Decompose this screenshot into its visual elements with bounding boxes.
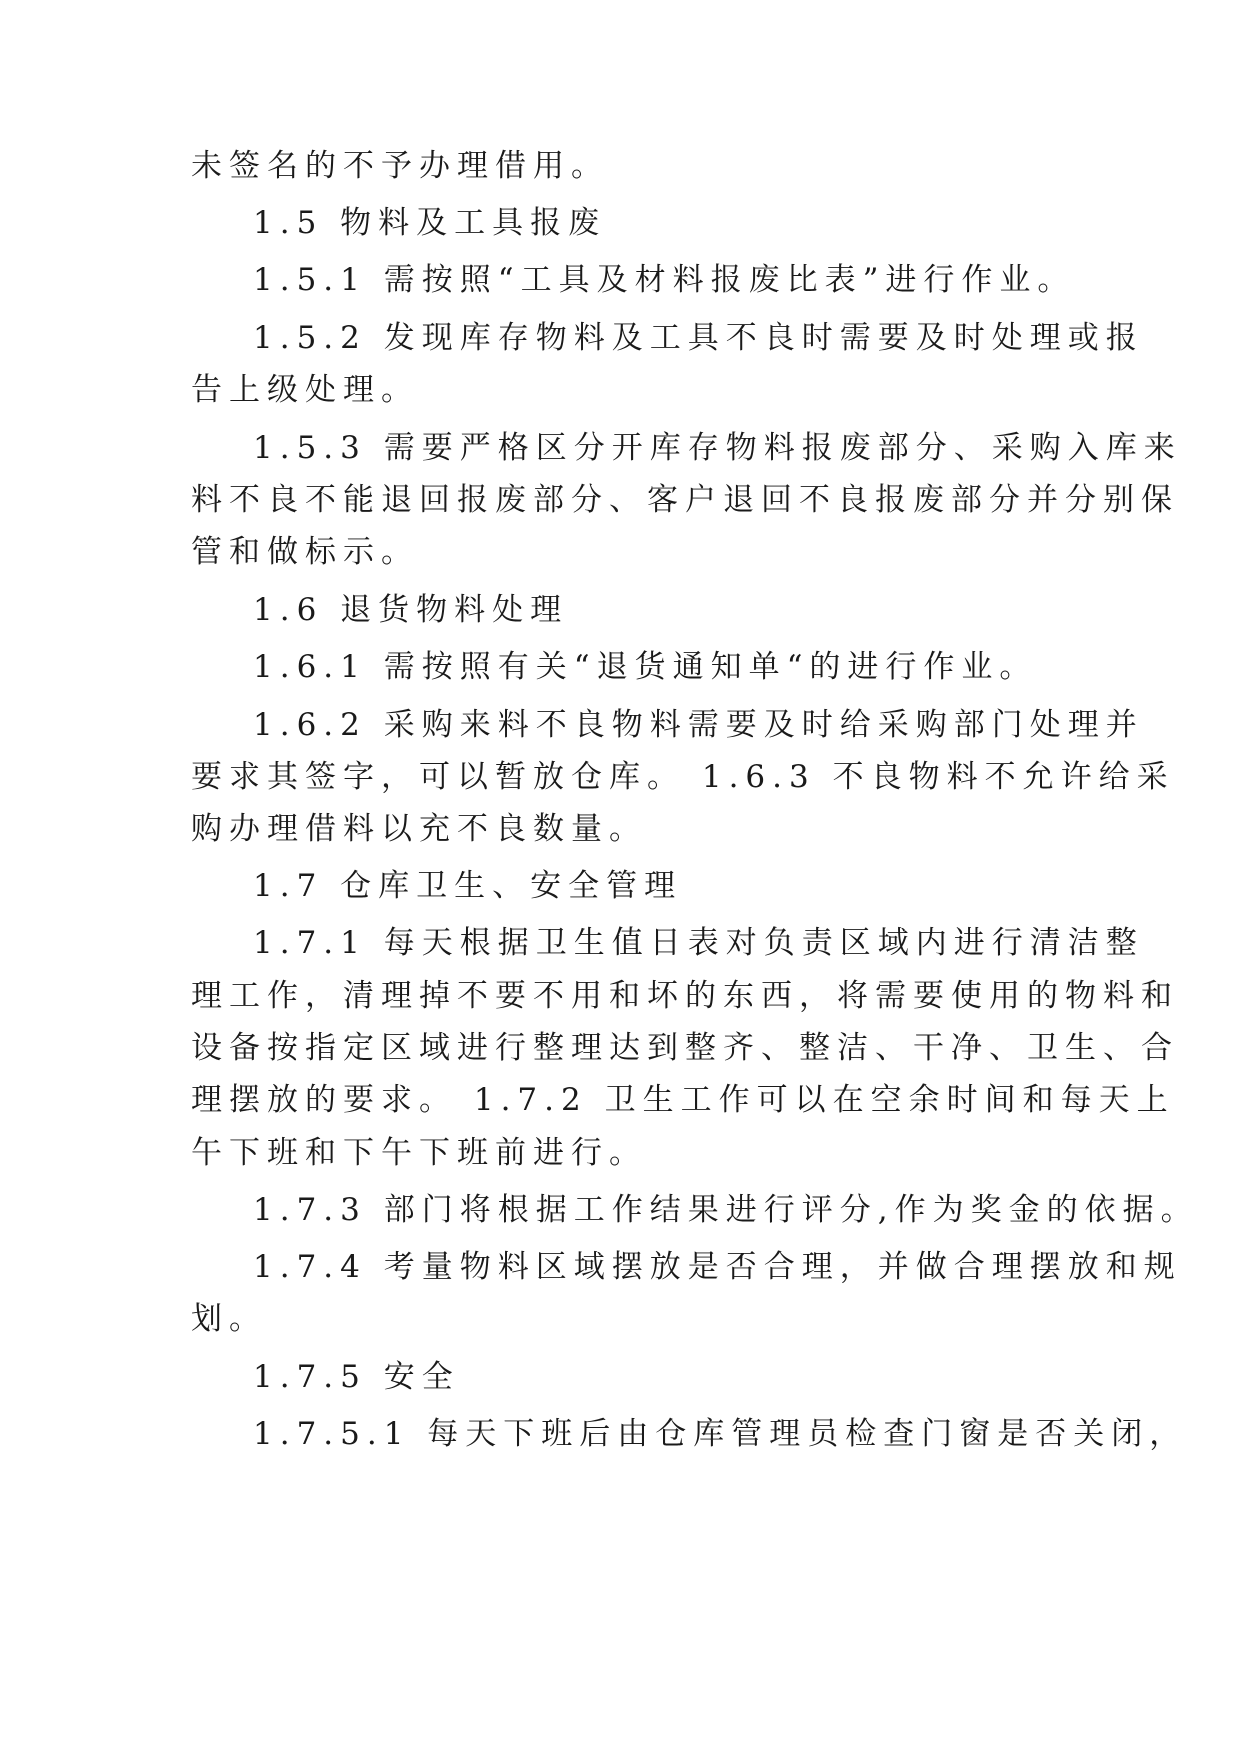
text-line: 划。 bbox=[191, 1301, 267, 1337]
section-heading: 1.7.5 安全 bbox=[253, 1359, 460, 1395]
text-line: 要求其签字，可以暂放仓库。 1.6.3 不良物料不允许给采 bbox=[191, 759, 1175, 795]
text-line: 1.5.2 发现库存物料及工具不良时需要及时处理或报 bbox=[253, 320, 1144, 356]
section-heading: 1.6 退货物料处理 bbox=[253, 592, 569, 628]
text-line: 购办理借料以充不良数量。 bbox=[191, 811, 647, 847]
text-line: 设备按指定区域进行整理达到整齐、整洁、干净、卫生、合 bbox=[191, 1030, 1179, 1066]
text-line: 告上级处理。 bbox=[191, 372, 419, 408]
text-line: 午下班和下午下班前进行。 bbox=[191, 1135, 647, 1171]
text-line: 未签名的不予办理借用。 bbox=[191, 148, 609, 184]
text-line: 理摆放的要求。 1.7.2 卫生工作可以在空余时间和每天上 bbox=[191, 1082, 1175, 1118]
section-heading: 1.5 物料及工具报废 bbox=[253, 205, 607, 241]
text-line: 1.7.1 每天根据卫生值日表对负责区域内进行清洁整 bbox=[253, 925, 1144, 961]
section-heading: 1.7 仓库卫生、安全管理 bbox=[253, 868, 683, 904]
text-line: 1.7.3 部门将根据工作结果进行评分,作为奖金的依据。 bbox=[253, 1192, 1199, 1228]
text-line: 理工作，清理掉不要不用和坏的东西，将需要使用的物料和 bbox=[191, 978, 1179, 1014]
text-line: 1.6.1 需按照有关“退货通知单“的进行作业。 bbox=[253, 649, 1038, 685]
text-line: 1.5.3 需要严格区分开库存物料报废部分、采购入库来 bbox=[253, 430, 1182, 466]
text-line: 1.6.2 采购来料不良物料需要及时给采购部门处理并 bbox=[253, 707, 1144, 743]
text-line: 料不良不能退回报废部分、客户退回不良报废部分并分别保 bbox=[191, 482, 1179, 518]
text-line: 1.7.4 考量物料区域摆放是否合理，并做合理摆放和规 bbox=[253, 1249, 1182, 1285]
text-line: 1.5.1 需按照“工具及材料报废比表”进行作业。 bbox=[253, 262, 1076, 298]
text-line: 管和做标示。 bbox=[191, 534, 419, 570]
text-line: 1.7.5.1 每天下班后由仓库管理员检查门窗是否关闭， bbox=[253, 1416, 1188, 1452]
